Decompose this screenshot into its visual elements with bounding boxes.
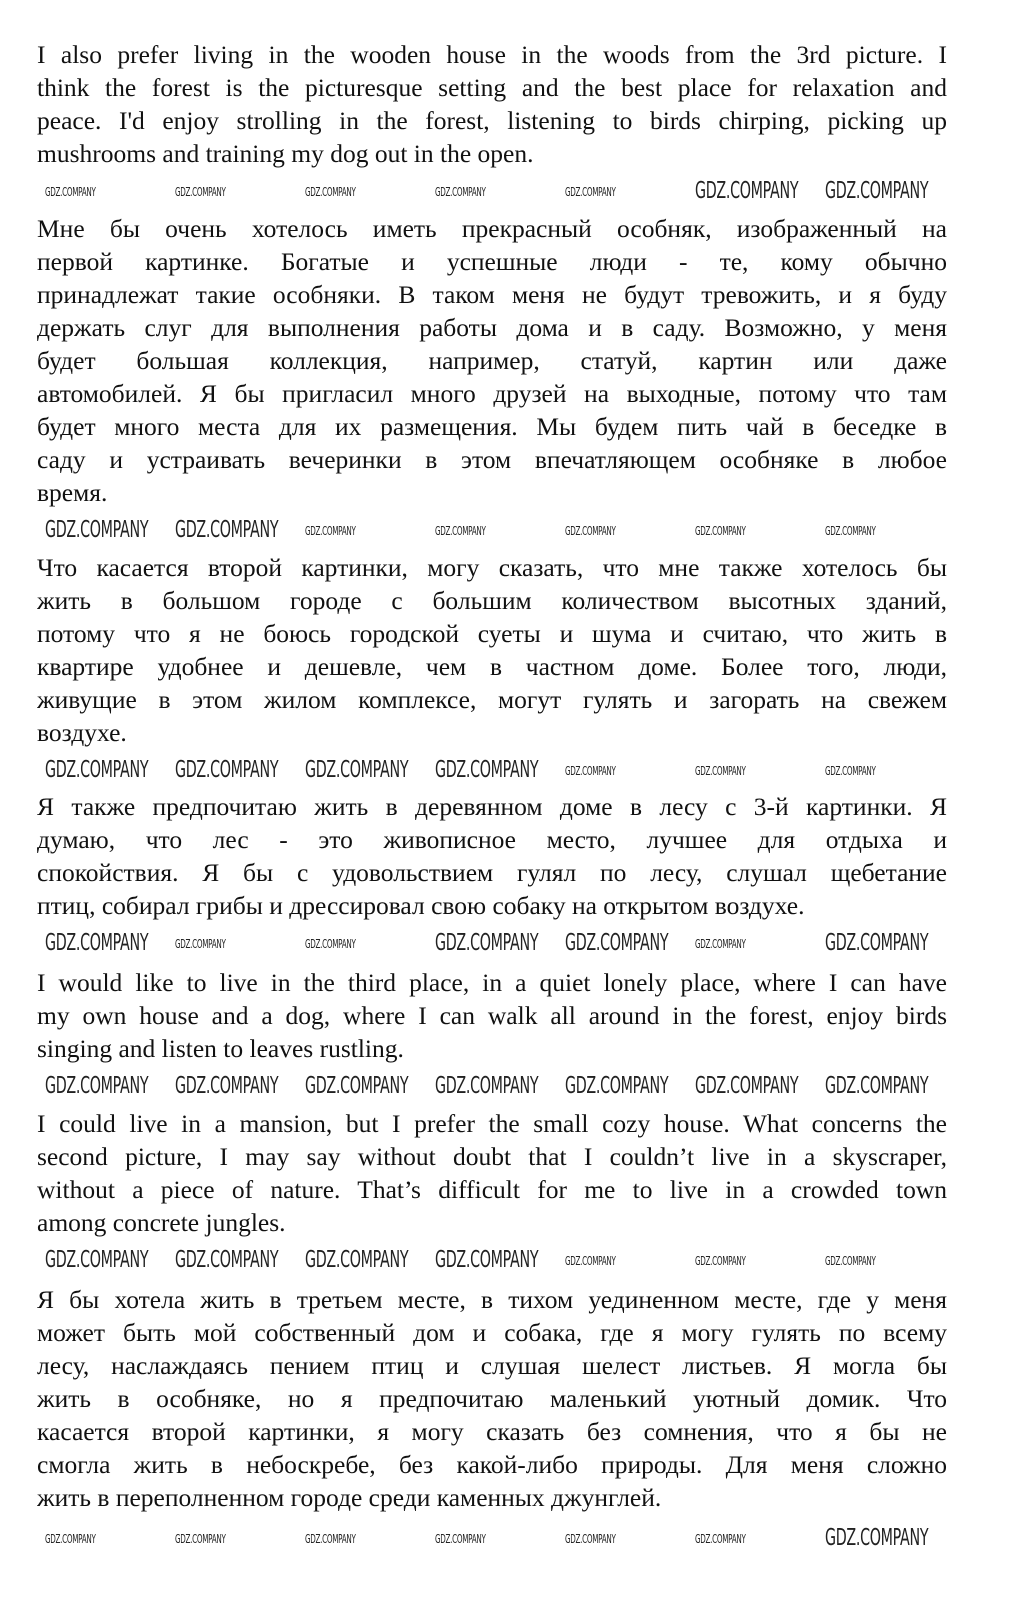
watermark: GDZ.COMPANY xyxy=(695,178,799,204)
text-line: singing and listen to leaves rustling. xyxy=(37,1034,404,1063)
watermark: GDZ.COMPANY xyxy=(695,1254,746,1268)
text-line: think the forest is the picturesque setting and the best place for relaxation and xyxy=(37,73,947,102)
paragraph xyxy=(37,551,947,749)
paragraph xyxy=(37,1107,947,1239)
watermark: GDZ.COMPANY xyxy=(45,185,96,199)
watermark: GDZ.COMPANY xyxy=(565,1073,669,1099)
text-line: жить в переполненном городе среди каменных джунглей. xyxy=(37,1483,662,1512)
text-line: without a piece of nature. That’s difficult for me to live in a crowded town xyxy=(37,1175,947,1204)
watermark: GDZ.COMPANY xyxy=(695,1073,799,1099)
text-line: I could live in a mansion, but I prefer the small cozy house. What concerns the xyxy=(37,1109,947,1138)
watermark: GDZ.COMPANY xyxy=(435,1532,486,1546)
text-line: думаю, что лес - это живописное место, лучшее для отдыха и xyxy=(37,825,947,854)
text-line: саду и устраивать вечеринки в этом впечатляющем особняке в любое xyxy=(37,445,947,474)
text-line: Я также предпочитаю жить в деревянном доме в лесу с 3-й картинки. Я xyxy=(37,792,947,821)
watermark: GDZ.COMPANY xyxy=(565,930,669,956)
watermark: GDZ.COMPANY xyxy=(565,1254,616,1268)
watermark: GDZ.COMPANY xyxy=(825,930,929,956)
text-line: потому что я не боюсь городской суеты и шума и считаю, что жить в xyxy=(37,619,947,648)
text-line: Я бы хотела жить в третьем месте, в тихом уединенном месте, где у меня xyxy=(37,1285,947,1314)
watermark: GDZ.COMPANY xyxy=(825,1073,929,1099)
watermark: GDZ.COMPANY xyxy=(565,1532,616,1546)
text-line: peace. I'd enjoy strolling in the forest, listening to birds chirping, picking up xyxy=(37,106,947,135)
text-line: живущие в этом жилом комплексе, могут гулять и загорать на свежем xyxy=(37,685,947,714)
paragraph xyxy=(37,790,947,922)
watermark: GDZ.COMPANY xyxy=(175,937,226,951)
watermark: GDZ.COMPANY xyxy=(825,764,876,778)
text-line: I would like to live in the third place, in a quiet lonely place, where I can have xyxy=(37,968,947,997)
text-line: держать слуг для выполнения работы дома и в саду. Возможно, у меня xyxy=(37,313,947,342)
watermark: GDZ.COMPANY xyxy=(435,930,539,956)
text-line: автомобилей. Я бы пригласил много друзей на выходные, потому что там xyxy=(37,379,947,408)
watermark: GDZ.COMPANY xyxy=(45,1073,149,1099)
text-line: птиц, собирал грибы и дрессировал свою собаку на открытом воздухе. xyxy=(37,891,805,920)
watermark: GDZ.COMPANY xyxy=(435,1073,539,1099)
text-line: время. xyxy=(37,478,108,507)
watermark: GDZ.COMPANY xyxy=(305,185,356,199)
text-line: among concrete jungles. xyxy=(37,1208,286,1237)
watermark: GDZ.COMPANY xyxy=(45,517,149,543)
text-line: воздухе. xyxy=(37,718,127,747)
watermark: GDZ.COMPANY xyxy=(435,185,486,199)
text-line: I also prefer living in the wooden house in the woods from the 3rd picture. I xyxy=(37,40,947,69)
watermark: GDZ.COMPANY xyxy=(175,1247,279,1273)
watermark: GDZ.COMPANY xyxy=(305,1247,409,1273)
watermark: GDZ.COMPANY xyxy=(45,1247,149,1273)
watermark: GDZ.COMPANY xyxy=(175,1073,279,1099)
text-line: my own house and a dog, where I can walk all around in the forest, enjoy birds xyxy=(37,1001,947,1030)
text-line: будет много места для их размещения. Мы будем пить чай в беседке в xyxy=(37,412,947,441)
watermark: GDZ.COMPANY xyxy=(45,757,149,783)
watermark: GDZ.COMPANY xyxy=(695,1532,746,1546)
watermark: GDZ.COMPANY xyxy=(825,1525,929,1551)
text-line: может быть мой собственный дом и собака, где я могу гулять по всему xyxy=(37,1318,947,1347)
watermark: GDZ.COMPANY xyxy=(175,517,279,543)
text-line: касается второй картинки, я могу сказать без сомнения, что я бы не xyxy=(37,1417,947,1446)
text-line: квартире удобнее и дешевле, чем в частном доме. Более того, люди, xyxy=(37,652,947,681)
paragraph xyxy=(37,38,947,170)
watermark: GDZ.COMPANY xyxy=(175,1532,226,1546)
paragraph xyxy=(37,1283,947,1514)
text-line: mushrooms and training my dog out in the open. xyxy=(37,139,534,168)
text-line: смогла жить в небоскребе, без какой-либо природы. Для меня сложно xyxy=(37,1450,947,1479)
watermark: GDZ.COMPANY xyxy=(695,937,746,951)
watermark: GDZ.COMPANY xyxy=(825,178,929,204)
watermark: GDZ.COMPANY xyxy=(565,764,616,778)
watermark: GDZ.COMPANY xyxy=(305,937,356,951)
paragraph xyxy=(37,966,947,1065)
watermark: GDZ.COMPANY xyxy=(695,524,746,538)
watermark: GDZ.COMPANY xyxy=(695,764,746,778)
watermark: GDZ.COMPANY xyxy=(825,524,876,538)
text-line: лесу, наслаждаясь пением птиц и слушая шелест листьев. Я могла бы xyxy=(37,1351,947,1380)
text-line: second picture, I may say without doubt that I couldn’t live in a skyscraper, xyxy=(37,1142,947,1171)
watermark: GDZ.COMPANY xyxy=(305,757,409,783)
watermark: GDZ.COMPANY xyxy=(565,524,616,538)
text-line: жить в особняке, но я предпочитаю маленький уютный домик. Что xyxy=(37,1384,947,1413)
watermark: GDZ.COMPANY xyxy=(175,757,279,783)
watermark: GDZ.COMPANY xyxy=(435,524,486,538)
watermark: GDZ.COMPANY xyxy=(435,757,539,783)
watermark: GDZ.COMPANY xyxy=(305,524,356,538)
watermark: GDZ.COMPANY xyxy=(305,1073,409,1099)
text-line: первой картинке. Богатые и успешные люди - те, кому обычно xyxy=(37,247,947,276)
paragraph xyxy=(37,212,947,509)
watermark: GDZ.COMPANY xyxy=(435,1247,539,1273)
text-line: спокойствия. Я бы с удовольствием гулял по лесу, слушал щебетание xyxy=(37,858,947,887)
watermark: GDZ.COMPANY xyxy=(305,1532,356,1546)
text-line: будет большая коллекция, например, статуй, картин или даже xyxy=(37,346,947,375)
watermark: GDZ.COMPANY xyxy=(565,185,616,199)
watermark: GDZ.COMPANY xyxy=(45,930,149,956)
text-line: Что касается второй картинки, могу сказать, что мне также хотелось бы xyxy=(37,553,947,582)
watermark: GDZ.COMPANY xyxy=(175,185,226,199)
watermark: GDZ.COMPANY xyxy=(825,1254,876,1268)
text-line: принадлежат такие особняки. В таком меня не будут тревожить, и я буду xyxy=(37,280,947,309)
watermark: GDZ.COMPANY xyxy=(45,1532,96,1546)
text-line: жить в большом городе с большим количеством высотных зданий, xyxy=(37,586,947,615)
text-line: Мне бы очень хотелось иметь прекрасный особняк, изображенный на xyxy=(37,214,947,243)
